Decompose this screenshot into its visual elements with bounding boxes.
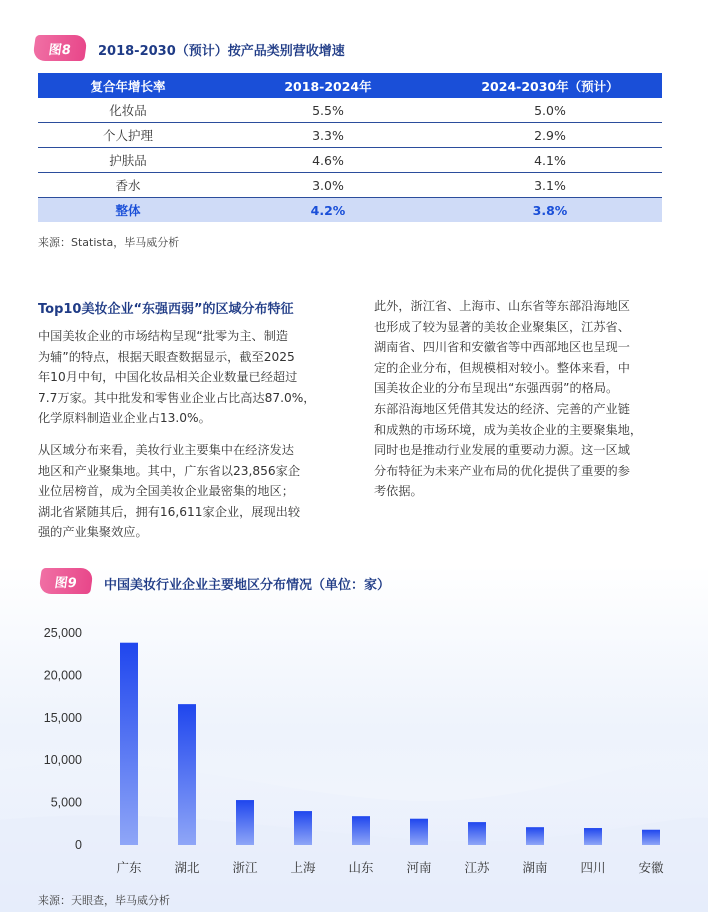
table-row <box>38 173 662 198</box>
figure8-badge: 图8 <box>32 35 88 61</box>
text-line: 湖南省、四川省和安徽省等中西部地区也呈现一 <box>374 340 630 355</box>
growth-table <box>38 73 662 222</box>
table-header-row <box>38 73 662 98</box>
table-cell: 5.0% <box>438 98 662 123</box>
x-tick-label: 江苏 <box>464 860 490 875</box>
text-line: 中国美妆企业的市场结构呈现“批零为主、制造 <box>38 329 289 343</box>
figure9-title: 中国美妆行业企业主要地区分布情况（单位：家） <box>104 578 391 593</box>
text-line: 考依据。 <box>374 484 423 499</box>
bar-浙江 <box>236 800 254 845</box>
table-cell: 4.2% <box>218 198 438 223</box>
table-row <box>38 98 662 123</box>
table-row <box>38 148 662 173</box>
text-line: 化学原料制造业企业占13.0%。 <box>38 411 211 426</box>
text-line: 强的产业集聚效应。 <box>38 525 148 540</box>
y-tick-label: 15,000 <box>43 710 82 725</box>
x-tick-label: 湖北 <box>174 860 200 875</box>
bar-河南 <box>410 819 428 845</box>
y-tick-label: 25,000 <box>43 626 82 640</box>
table-cell: 化妆品 <box>38 98 218 123</box>
x-tick-label: 四川 <box>580 860 606 875</box>
table-cell: 3.1% <box>438 173 662 198</box>
right-paragraph <box>374 296 694 502</box>
x-tick-label: 浙江 <box>232 860 258 875</box>
table-cell: 3.8% <box>438 198 662 223</box>
text-line: 国美妆企业的分布呈现出“东强西弱”的格局。 <box>374 381 619 396</box>
text-line: 同时也是推动行业发展的重要动力源。这一区域 <box>374 443 630 458</box>
x-tick-label: 广东 <box>116 860 142 875</box>
text-line: 和成熟的市场环境，成为美妆企业的主要聚集地， <box>374 422 643 437</box>
x-tick-label: 上海 <box>290 860 316 875</box>
section-title: Top10美妆企业“东强西弱”的区域分布特征 <box>38 302 294 317</box>
table-header-cell: 复合年增长率 <box>38 73 218 98</box>
table-cell: 香水 <box>38 173 218 198</box>
y-tick-label: 10,000 <box>43 753 82 768</box>
table-cell: 个人护理 <box>38 123 218 148</box>
bar-chart <box>30 618 690 888</box>
figure9-badge: 图9 <box>38 568 94 594</box>
text-line: 定的企业分布，但规模相对较小。整体来看，中 <box>374 360 630 375</box>
bar-安徽 <box>642 830 660 845</box>
text-line: 年10月中旬，中国化妆品相关企业数量已经超过 <box>38 370 298 385</box>
table-cell: 3.3% <box>218 123 438 148</box>
text-line: 分布特征为未来产业布局的优化提供了重要的参 <box>374 463 630 478</box>
text-line: 为辅”的特点，根据天眼查数据显示，截至2025 <box>38 349 295 364</box>
x-tick-label: 山东 <box>348 860 374 875</box>
y-tick-label: 20,000 <box>43 668 82 683</box>
text-line: 湖北省紧随其后，拥有16,611家企业，展现出较 <box>38 504 301 519</box>
bar-广东 <box>120 643 138 845</box>
text-line: 也形成了较为显著的美妆企业聚集区，江苏省、 <box>374 319 630 334</box>
x-tick-label: 湖南 <box>522 860 548 875</box>
left-paragraph-1 <box>38 326 358 429</box>
text-line: 从区域分布来看，美妆行业主要集中在经济发达 <box>38 443 294 457</box>
bar-湖北 <box>178 704 196 845</box>
figure8-title: 2018-2030（预计）按产品类别营收增速 <box>98 44 345 59</box>
y-tick-label: 5,000 <box>50 795 82 810</box>
left-paragraph-2 <box>38 440 358 543</box>
bar-四川 <box>584 828 602 845</box>
table-cell: 2.9% <box>438 123 662 148</box>
text-line: 7.7万家。其中批发和零售业企业占比高达87.0%， <box>38 390 316 405</box>
bar-湖南 <box>526 827 544 845</box>
table-header-cell: 2018-2024年 <box>218 73 438 98</box>
table-cell: 3.0% <box>218 173 438 198</box>
bar-上海 <box>294 811 312 845</box>
table-cell: 整体 <box>38 198 218 223</box>
text-line: 业位居榜首，成为全国美妆企业最密集的地区； <box>38 484 294 499</box>
x-tick-label: 安徽 <box>638 860 664 875</box>
bar-山东 <box>352 816 370 845</box>
table-cell: 4.1% <box>438 148 662 173</box>
table-cell: 护肤品 <box>38 148 218 173</box>
figure8-source: 来源：Statista，毕马威分析 <box>38 236 180 249</box>
text-line: 地区和产业聚集地。其中，广东省以23,856家企 <box>38 463 301 478</box>
figure9-source: 来源：天眼查，毕马威分析 <box>38 894 170 907</box>
table-row <box>38 123 662 148</box>
bar-江苏 <box>468 822 486 845</box>
text-line: 东部沿海地区凭借其发达的经济、完善的产业链 <box>374 401 630 416</box>
y-tick-label: 0 <box>75 838 82 852</box>
table-cell: 4.6% <box>218 148 438 173</box>
text-line: 此外，浙江省、上海市、山东省等东部沿海地区 <box>374 299 630 313</box>
table-header-cell: 2024-2030年（预计） <box>438 73 662 98</box>
x-tick-label: 河南 <box>406 860 432 875</box>
table-cell: 5.5% <box>218 98 438 123</box>
table-total-row <box>38 198 662 223</box>
